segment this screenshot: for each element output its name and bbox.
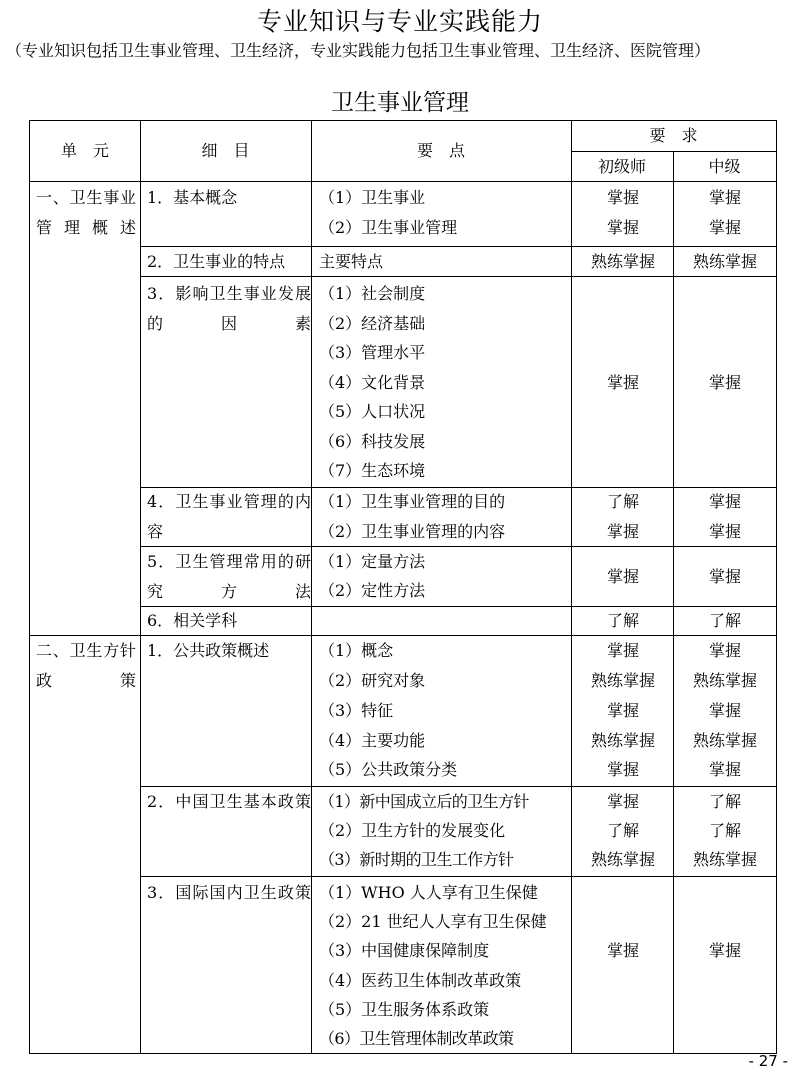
point-item: （3）特征 (319, 701, 394, 720)
header-unit: 单 元 (60, 141, 109, 160)
junior-requirement: 掌握 (606, 218, 639, 237)
point-item: （1）概念 (319, 641, 394, 660)
header-requirement: 要 求 (649, 126, 698, 145)
junior-requirement: 了解 (606, 611, 639, 630)
point-item: （4）文化背景 (319, 373, 426, 392)
mid-requirement: 熟练掌握 (692, 731, 757, 750)
detail-item: 3．国际国内卫生政策 (147, 883, 311, 902)
point-item: （5）卫生服务体系政策 (319, 1000, 490, 1019)
point-item: （2）经济基础 (319, 314, 426, 333)
point-item: （4）主要功能 (319, 731, 426, 750)
junior-requirement: 掌握 (606, 792, 639, 811)
point-item: （6）卫生管理体制改革政策 (319, 1029, 514, 1048)
requirements-table (29, 120, 777, 1054)
junior-requirement: 掌握 (606, 567, 639, 586)
mid-requirement: 熟练掌握 (692, 252, 757, 271)
row-divider (30, 181, 776, 182)
mid-requirement: 熟练掌握 (692, 850, 757, 869)
junior-requirement: 熟练掌握 (590, 252, 655, 271)
detail-item: 1．公共政策概述 (147, 641, 270, 660)
mid-requirement: 掌握 (708, 567, 741, 586)
mid-requirement: 掌握 (708, 701, 741, 720)
point-item: （2）定性方法 (319, 581, 426, 600)
detail-item: 3．影响卫生事业发展的因素 (147, 284, 311, 333)
point-item: （1）社会制度 (319, 284, 426, 303)
junior-requirement: 掌握 (606, 701, 639, 720)
mid-requirement: 了解 (708, 611, 741, 630)
point-item: （3）中国健康保障制度 (319, 941, 490, 960)
row-divider (140, 876, 776, 877)
unit-name: 一、卫生事业管理概述 (36, 188, 136, 237)
junior-requirement: 熟练掌握 (590, 731, 655, 750)
point-item: （1）卫生事业管理的目的 (319, 492, 506, 511)
detail-item: 4．卫生事业管理的内容 (147, 492, 311, 541)
column-divider (140, 121, 141, 1053)
document-title: 专业知识与专业实践能力 (256, 7, 543, 36)
point-item: 主要特点 (319, 252, 384, 271)
section-title: 卫生事业管理 (331, 90, 469, 116)
junior-requirement: 掌握 (606, 941, 639, 960)
header-mid: 中级 (708, 157, 741, 176)
mid-requirement: 掌握 (708, 188, 741, 207)
mid-requirement: 掌握 (708, 760, 741, 779)
mid-requirement: 掌握 (708, 373, 741, 392)
document-subtitle: （专业知识包括卫生事业管理、卫生经济，专业实践能力包括卫生事业管理、卫生经济、医院管理） (6, 41, 711, 60)
point-item: （2）卫生事业管理的内容 (319, 522, 506, 541)
column-divider (571, 121, 572, 1053)
row-divider (571, 151, 776, 152)
point-item: （1）卫生事业 (319, 188, 426, 207)
unit-name: 二、卫生方针政策 (36, 641, 136, 690)
detail-item: 2．卫生事业的特点 (147, 252, 286, 271)
mid-requirement: 掌握 (708, 218, 741, 237)
junior-requirement: 了解 (606, 821, 639, 840)
header-detail: 细 目 (201, 141, 250, 160)
junior-requirement: 了解 (606, 492, 639, 511)
mid-requirement: 熟练掌握 (692, 671, 757, 690)
detail-item: 5．卫生管理常用的研究方法 (147, 552, 311, 601)
mid-requirement: 掌握 (708, 492, 741, 511)
point-item: （3）新时期的卫生工作方针 (319, 850, 514, 869)
detail-item: 2．中国卫生基本政策 (147, 792, 311, 811)
header-junior: 初级师 (597, 157, 646, 176)
point-item: （5）人口状况 (319, 402, 426, 421)
detail-item: 6．相关学科 (147, 611, 238, 630)
junior-requirement: 熟练掌握 (590, 671, 655, 690)
point-item: （1）定量方法 (319, 552, 426, 571)
column-divider (311, 121, 312, 1053)
mid-requirement: 了解 (708, 792, 741, 811)
column-divider (673, 151, 674, 1053)
junior-requirement: 掌握 (606, 522, 639, 541)
point-item: （3）管理水平 (319, 343, 426, 362)
mid-requirement: 掌握 (708, 641, 741, 660)
mid-requirement: 掌握 (708, 941, 741, 960)
point-item: （7）生态环境 (319, 461, 426, 480)
point-item: （6）科技发展 (319, 432, 426, 451)
header-points: 要 点 (416, 141, 465, 160)
point-item: （4）医药卫生体制改革政策 (319, 971, 522, 990)
point-item: （1）WHO 人人享有卫生保健 (319, 883, 538, 902)
point-item: （2）21 世纪人人享有卫生保健 (319, 912, 547, 931)
detail-item: 1．基本概念 (147, 188, 238, 207)
mid-requirement: 掌握 (708, 522, 741, 541)
junior-requirement: 熟练掌握 (590, 850, 655, 869)
junior-requirement: 掌握 (606, 373, 639, 392)
point-item: （2）卫生方针的发展变化 (319, 821, 506, 840)
point-item: （5）公共政策分类 (319, 760, 458, 779)
junior-requirement: 掌握 (606, 760, 639, 779)
junior-requirement: 掌握 (606, 641, 639, 660)
point-item: （2）卫生事业管理 (319, 218, 458, 237)
page-number: - 27 - (748, 1052, 788, 1070)
junior-requirement: 掌握 (606, 188, 639, 207)
point-item: （1）新中国成立后的卫生方针 (319, 792, 529, 811)
point-item: （2）研究对象 (319, 671, 426, 690)
mid-requirement: 了解 (708, 821, 741, 840)
